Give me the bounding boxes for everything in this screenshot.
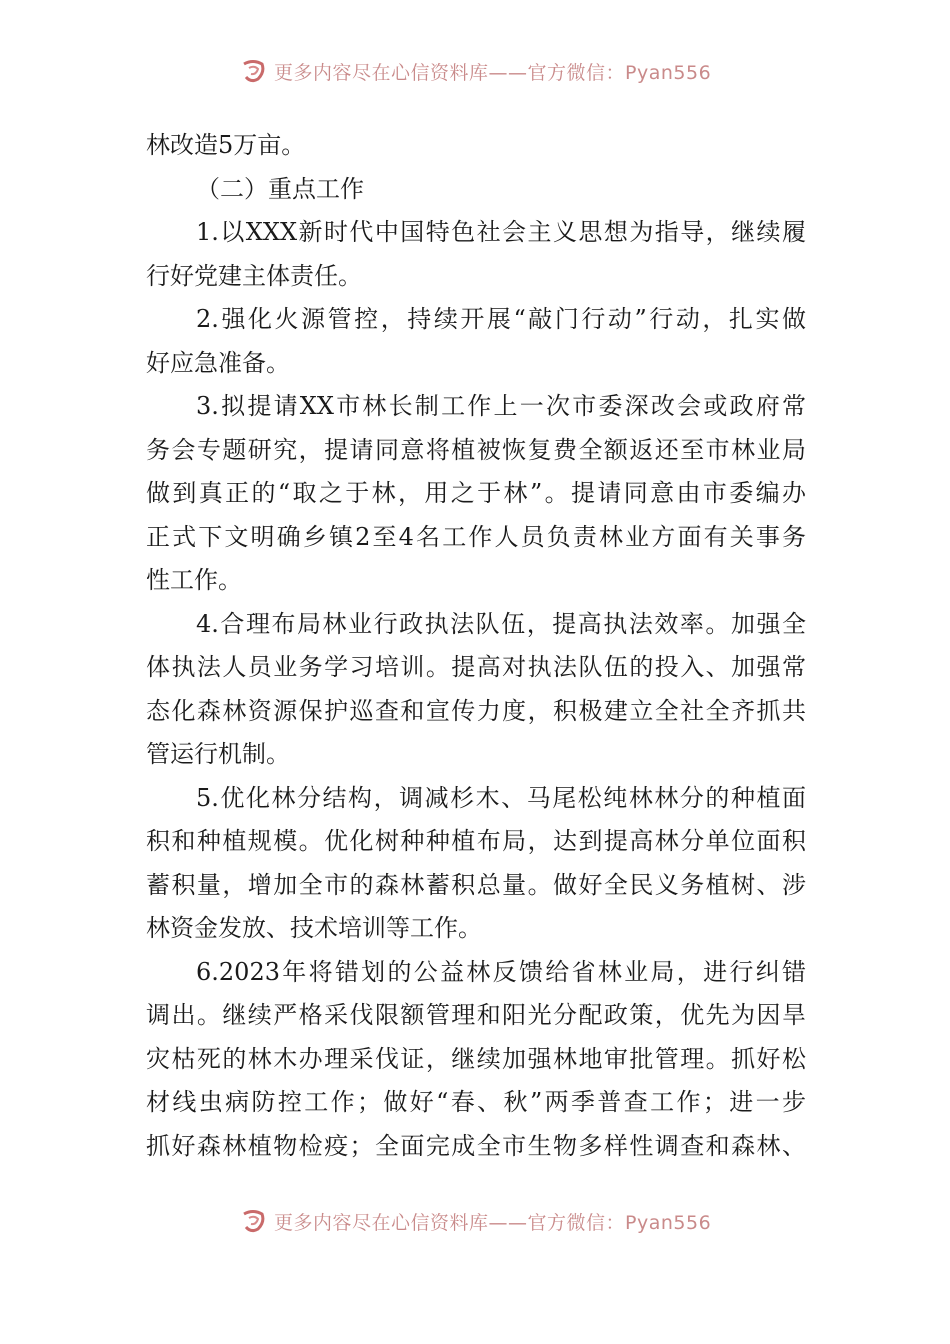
text-line: 2.强化火源管控，持续开展“敲门行动”行动，扎实做 xyxy=(196,305,806,333)
text-line: 做到真正的“取之于林，用之于林”。提请同意由市委编办 xyxy=(146,479,806,507)
paragraph xyxy=(146,124,806,168)
text-line: 5.优化林分结构，调减杉木、马尾松纯林林分的种植面 xyxy=(196,783,806,812)
header-watermark xyxy=(240,56,720,86)
watermark-logo-icon xyxy=(240,58,266,84)
text-line: 材线虫病防控工作；做好“春、秋”两季普查工作；进一步 xyxy=(146,1088,806,1116)
text-line: 态化森林资源保护巡查和宣传力度，积极建立全社全齐抓共 xyxy=(146,696,806,725)
text-line: 体执法人员业务学习培训。提高对执法队伍的投入、加强常 xyxy=(146,653,806,681)
text-line: 性工作。 xyxy=(146,566,242,594)
paragraph xyxy=(146,777,806,951)
paragraph xyxy=(146,211,806,298)
text-line: 4.合理布局林业行政执法队伍，提高执法效率。加强全 xyxy=(196,609,806,638)
text-line: 1.以XXX新时代中国特色社会主义思想为指导，继续履 xyxy=(196,218,806,246)
text-line: 管运行机制。 xyxy=(146,740,290,768)
text-line: 抓好森林植物检疫；全面完成全市生物多样性调查和森林、 xyxy=(146,1131,806,1160)
watermark-logo-icon xyxy=(240,1208,266,1234)
paragraph xyxy=(146,603,806,777)
text-line: 蓄积量，增加全市的森林蓄积总量。做好全民义务植树、涉 xyxy=(146,870,806,899)
text-line: 林改造5万亩。 xyxy=(146,131,306,159)
text-line: 6.2023年将错划的公益林反馈给省林业局，进行纠错 xyxy=(196,957,806,986)
paragraph xyxy=(146,298,806,385)
footer-watermark-text: 更多内容尽在心信资料库——官方微信：Pyan556 xyxy=(274,1211,712,1234)
text-line: 积和种植规模。优化树种种植布局，达到提高林分单位面积 xyxy=(146,827,806,855)
header-watermark-text: 更多内容尽在心信资料库——官方微信：Pyan556 xyxy=(274,61,712,84)
text-line: 行好党建主体责任。 xyxy=(146,261,362,290)
text-line: （二）重点工作 xyxy=(196,174,364,203)
text-line: 调出。继续严格采伐限额管理和阳光分配政策，优先为因旱 xyxy=(146,1001,806,1029)
text-line: 3.拟提请XX市林长制工作上一次市委深改会或政府常 xyxy=(196,392,806,420)
text-line: 正式下文明确乡镇2至4名工作人员负责林业方面有关事务 xyxy=(146,522,806,551)
text-line: 林资金发放、技术培训等工作。 xyxy=(146,914,482,942)
text-line: 灾枯死的林木办理采伐证，继续加强林地审批管理。抓好松 xyxy=(146,1044,806,1073)
text-line: 好应急准备。 xyxy=(146,348,290,377)
document-body xyxy=(146,124,806,1168)
section-heading xyxy=(146,168,806,212)
paragraph xyxy=(146,385,806,603)
paragraph xyxy=(146,951,806,1169)
text-line: 务会专题研究，提请同意将植被恢复费全额返还至市林业局 xyxy=(146,435,806,464)
footer-watermark xyxy=(240,1206,720,1236)
